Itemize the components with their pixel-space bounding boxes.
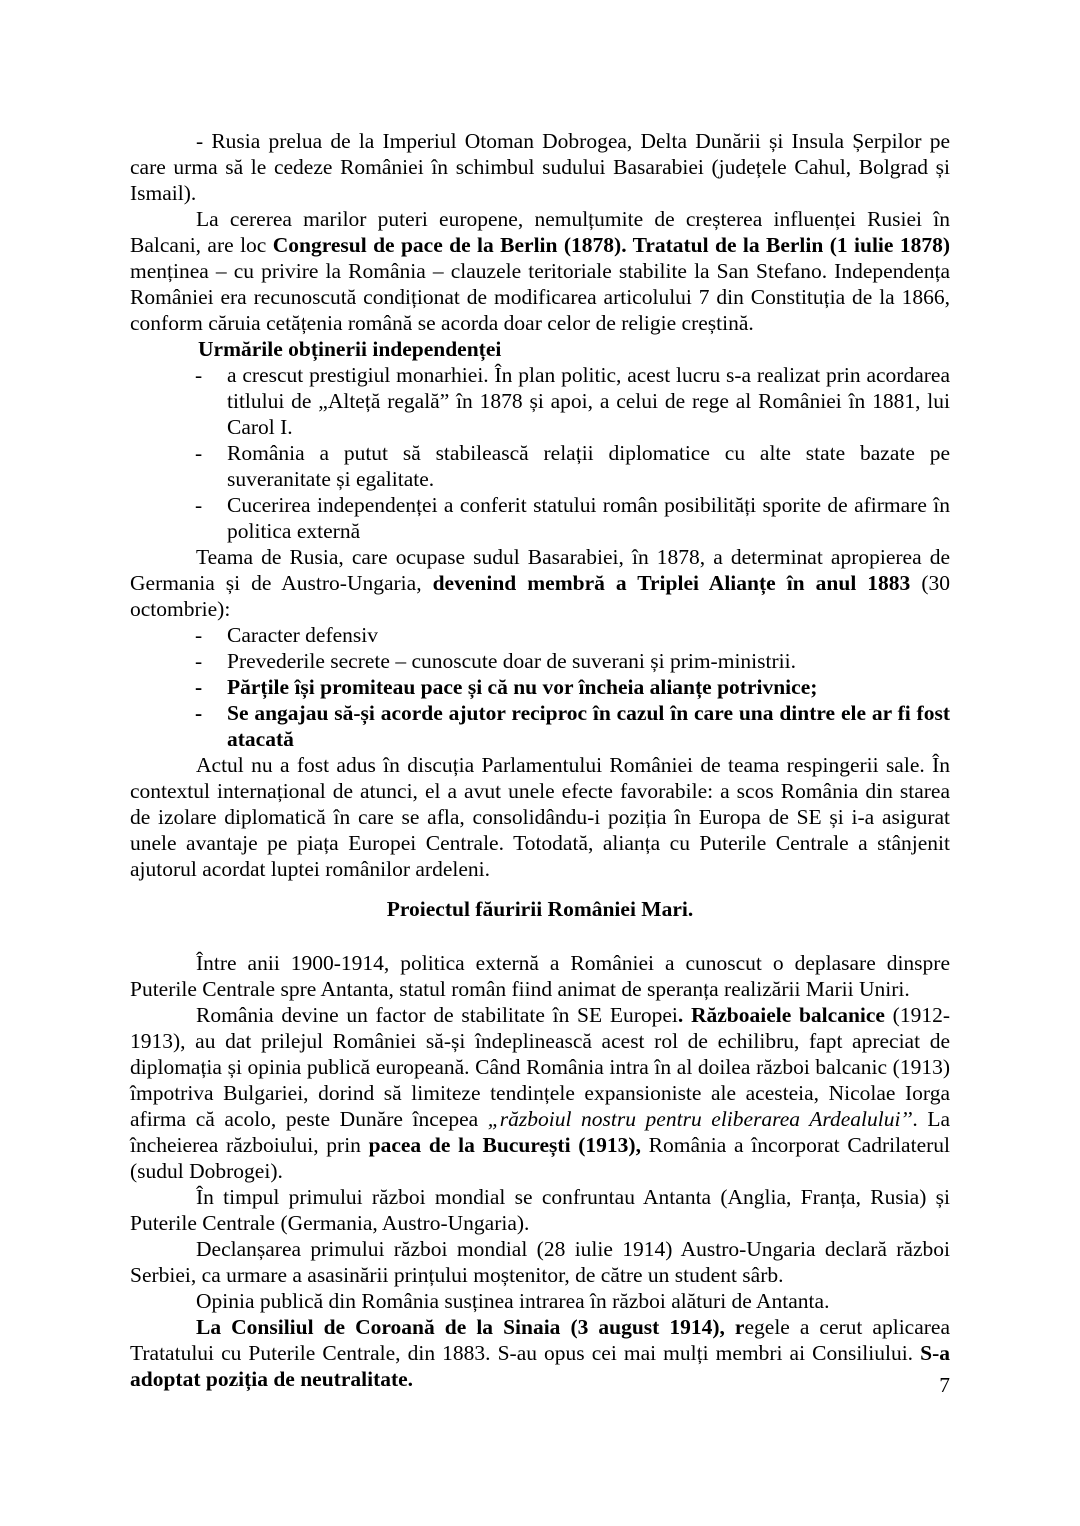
text-run: Între anii 1900-1914, politica externă a României a cunoscut o deplasare dinspre Puterile Centrale spre Antanta, statul român fiind animat de speranța realizării Marii Uniri. [130, 951, 950, 1001]
text-run: - Rusia prelua de la Imperiul Otoman Dobrogea, Delta Dunării și Insula Șerpilor pe care urma să le cedeze României în schimbul sudului Basarabiei (județele Cahul, Bolgrad și Ismail). [130, 129, 950, 205]
paragraph [130, 1184, 950, 1236]
page-number: 7 [939, 1373, 950, 1397]
list-item [130, 492, 950, 544]
text-run: Congresul de pace de la Berlin (1878). Tratatul de la Berlin (1 iulie 1878) [272, 233, 950, 257]
text-run: pacea de la București (1913), [368, 1133, 641, 1157]
text-run: egele a cerut aplicarea Tratatului cu Puterile Centrale, din 1883. S-au opus cei mai mulți membri ai Consiliului. [130, 1315, 951, 1365]
text-run: În timpul primului război mondial se confruntau Antanta (Anglia, Franța, Rusia) și Puterile Centrale (Germania, Austro-Ungaria). [130, 1185, 950, 1235]
paragraph [130, 128, 950, 206]
list-item [130, 440, 950, 492]
text-run: (1912-1913), au dat prilejul României să-și îndeplinească acest rol de echilibru, fapt apreciat de diplomația și opinia publică europeană. Când România intra în al doilea război balcanic (1913) împotriva Bulgariei, dorind să limiteze tendințele expansioniste ale acesteia, Nicolae Iorga afirma că acolo, peste Dunăre începea [130, 1003, 950, 1131]
text-run: Prevederile secrete – cunoscute doar de suverani și prim-ministrii. [227, 649, 796, 673]
list-item [130, 674, 950, 700]
list-item-text [227, 623, 378, 647]
text-run: S-a adoptat poziția de neutralitate. [130, 1341, 950, 1391]
text-run: . La încheierea războiului, prin [130, 1107, 951, 1157]
text-run: Cucerirea independenței a conferit statului român posibilități sporite de afirmare în politica externă [227, 493, 950, 543]
text-run: a crescut prestigiul monarhiei. În plan politic, acest lucru s-a realizat prin acordarea titlului de „Alteță regală” în 1878 și apoi, a celui de rege al României în 1881, lui Carol I. [227, 363, 950, 439]
paragraph [130, 544, 950, 622]
bullet-list [130, 362, 950, 544]
list-item [130, 622, 950, 648]
text-run: menținea – cu privire la România – clauzele teritoriale stabilite la San Stefano. Independența României era recunoscută condiționat de modificarea articolului 7 din Constituția de la 1866, conform căruia cetățenia română se acorda doar celor de religie creștină. [130, 259, 950, 335]
text-run: Teama de Rusia, care ocupase sudul Basarabiei, în 1878, a determinat apropierea de Germania și de Austro-Ungaria, [130, 545, 950, 595]
list-item [130, 700, 950, 752]
paragraph [130, 1002, 950, 1184]
text-run: devenind membră a Triplei Alianțe în anul 1883 [432, 571, 911, 595]
bullet-list [130, 622, 950, 752]
document-content [130, 128, 950, 1392]
list-item-text [227, 363, 950, 439]
paragraph [130, 752, 950, 882]
list-item [130, 362, 950, 440]
list-item-text [227, 701, 950, 751]
paragraph [130, 1236, 950, 1288]
text-run: Proiectul făuririi României Mari. [386, 897, 694, 921]
list-item-text [227, 675, 817, 699]
text-run: Se angajau să-și acorde ajutor reciproc în cazul în care una dintre ele ar fi fost atacată [227, 701, 950, 751]
list-bullet: - [195, 675, 203, 699]
text-run: Caracter defensiv [227, 623, 379, 647]
text-run: Declanșarea primului război mondial (28 iulie 1914) Austro-Ungaria declară război Serbiei, ca urmare a asasinării prințului moștenitor, de către un student sârb. [130, 1237, 950, 1287]
list-bullet: - [195, 649, 203, 673]
paragraph [130, 1314, 950, 1392]
text-run: Opinia publică din România susținea intrarea în război alături de Antanta. [196, 1289, 830, 1313]
list-bullet: - [195, 363, 203, 387]
list-item-text [227, 441, 950, 491]
text-run: Urmările obținerii independenței [198, 337, 502, 361]
list-bullet: - [195, 623, 203, 647]
list-item [130, 648, 950, 674]
list-bullet: - [195, 701, 203, 725]
text-run: România a putut să stabilească relații diplomatice cu alte state bazate pe suveranitate și egalitate. [227, 441, 950, 491]
text-run: România devine un factor de stabilitate în SE Europei [196, 1003, 678, 1027]
text-run: (30 octombrie): [130, 571, 950, 621]
text-run: „războiul nostru pentru eliberarea Ardealului’’ [487, 1107, 913, 1131]
paragraph [130, 950, 950, 1002]
text-run: România a încorporat Cadrilaterul (sudul Dobrogei). [130, 1133, 950, 1183]
text-run: Părțile își promiteau pace și că nu vor încheia alianțe potrivnice; [227, 675, 818, 699]
paragraph [130, 1288, 950, 1314]
text-run: La Consiliul de Coroană de la Sinaia (3 august 1914), r [196, 1315, 745, 1339]
text-run: . Războaiele balcanice [677, 1003, 885, 1027]
text-run: Actul nu a fost adus în discuția Parlamentului României de teama respingerii sale. În contextul internațional de atunci, el a avut unele efecte favorabile: a scos România din starea de izolare diplomatică în care se afla, consolidându-i poziția în Europa de SE și i-a asigurat unele avantaje pe piața Europei Centrale. Totodată, alianța cu Puterile Centrale a stânjenit ajutorul acordat luptei românilor ardeleni. [130, 753, 950, 881]
list-item-text [227, 493, 950, 543]
section-heading [130, 896, 950, 922]
paragraph [130, 206, 950, 336]
list-bullet: - [195, 493, 203, 517]
text-run: La cererea marilor puteri europene, nemulțumite de creșterea influenței Rusiei în Balcani, are loc [130, 207, 950, 257]
list-item-text [227, 649, 796, 673]
section-heading [130, 336, 950, 362]
list-bullet: - [195, 441, 203, 465]
